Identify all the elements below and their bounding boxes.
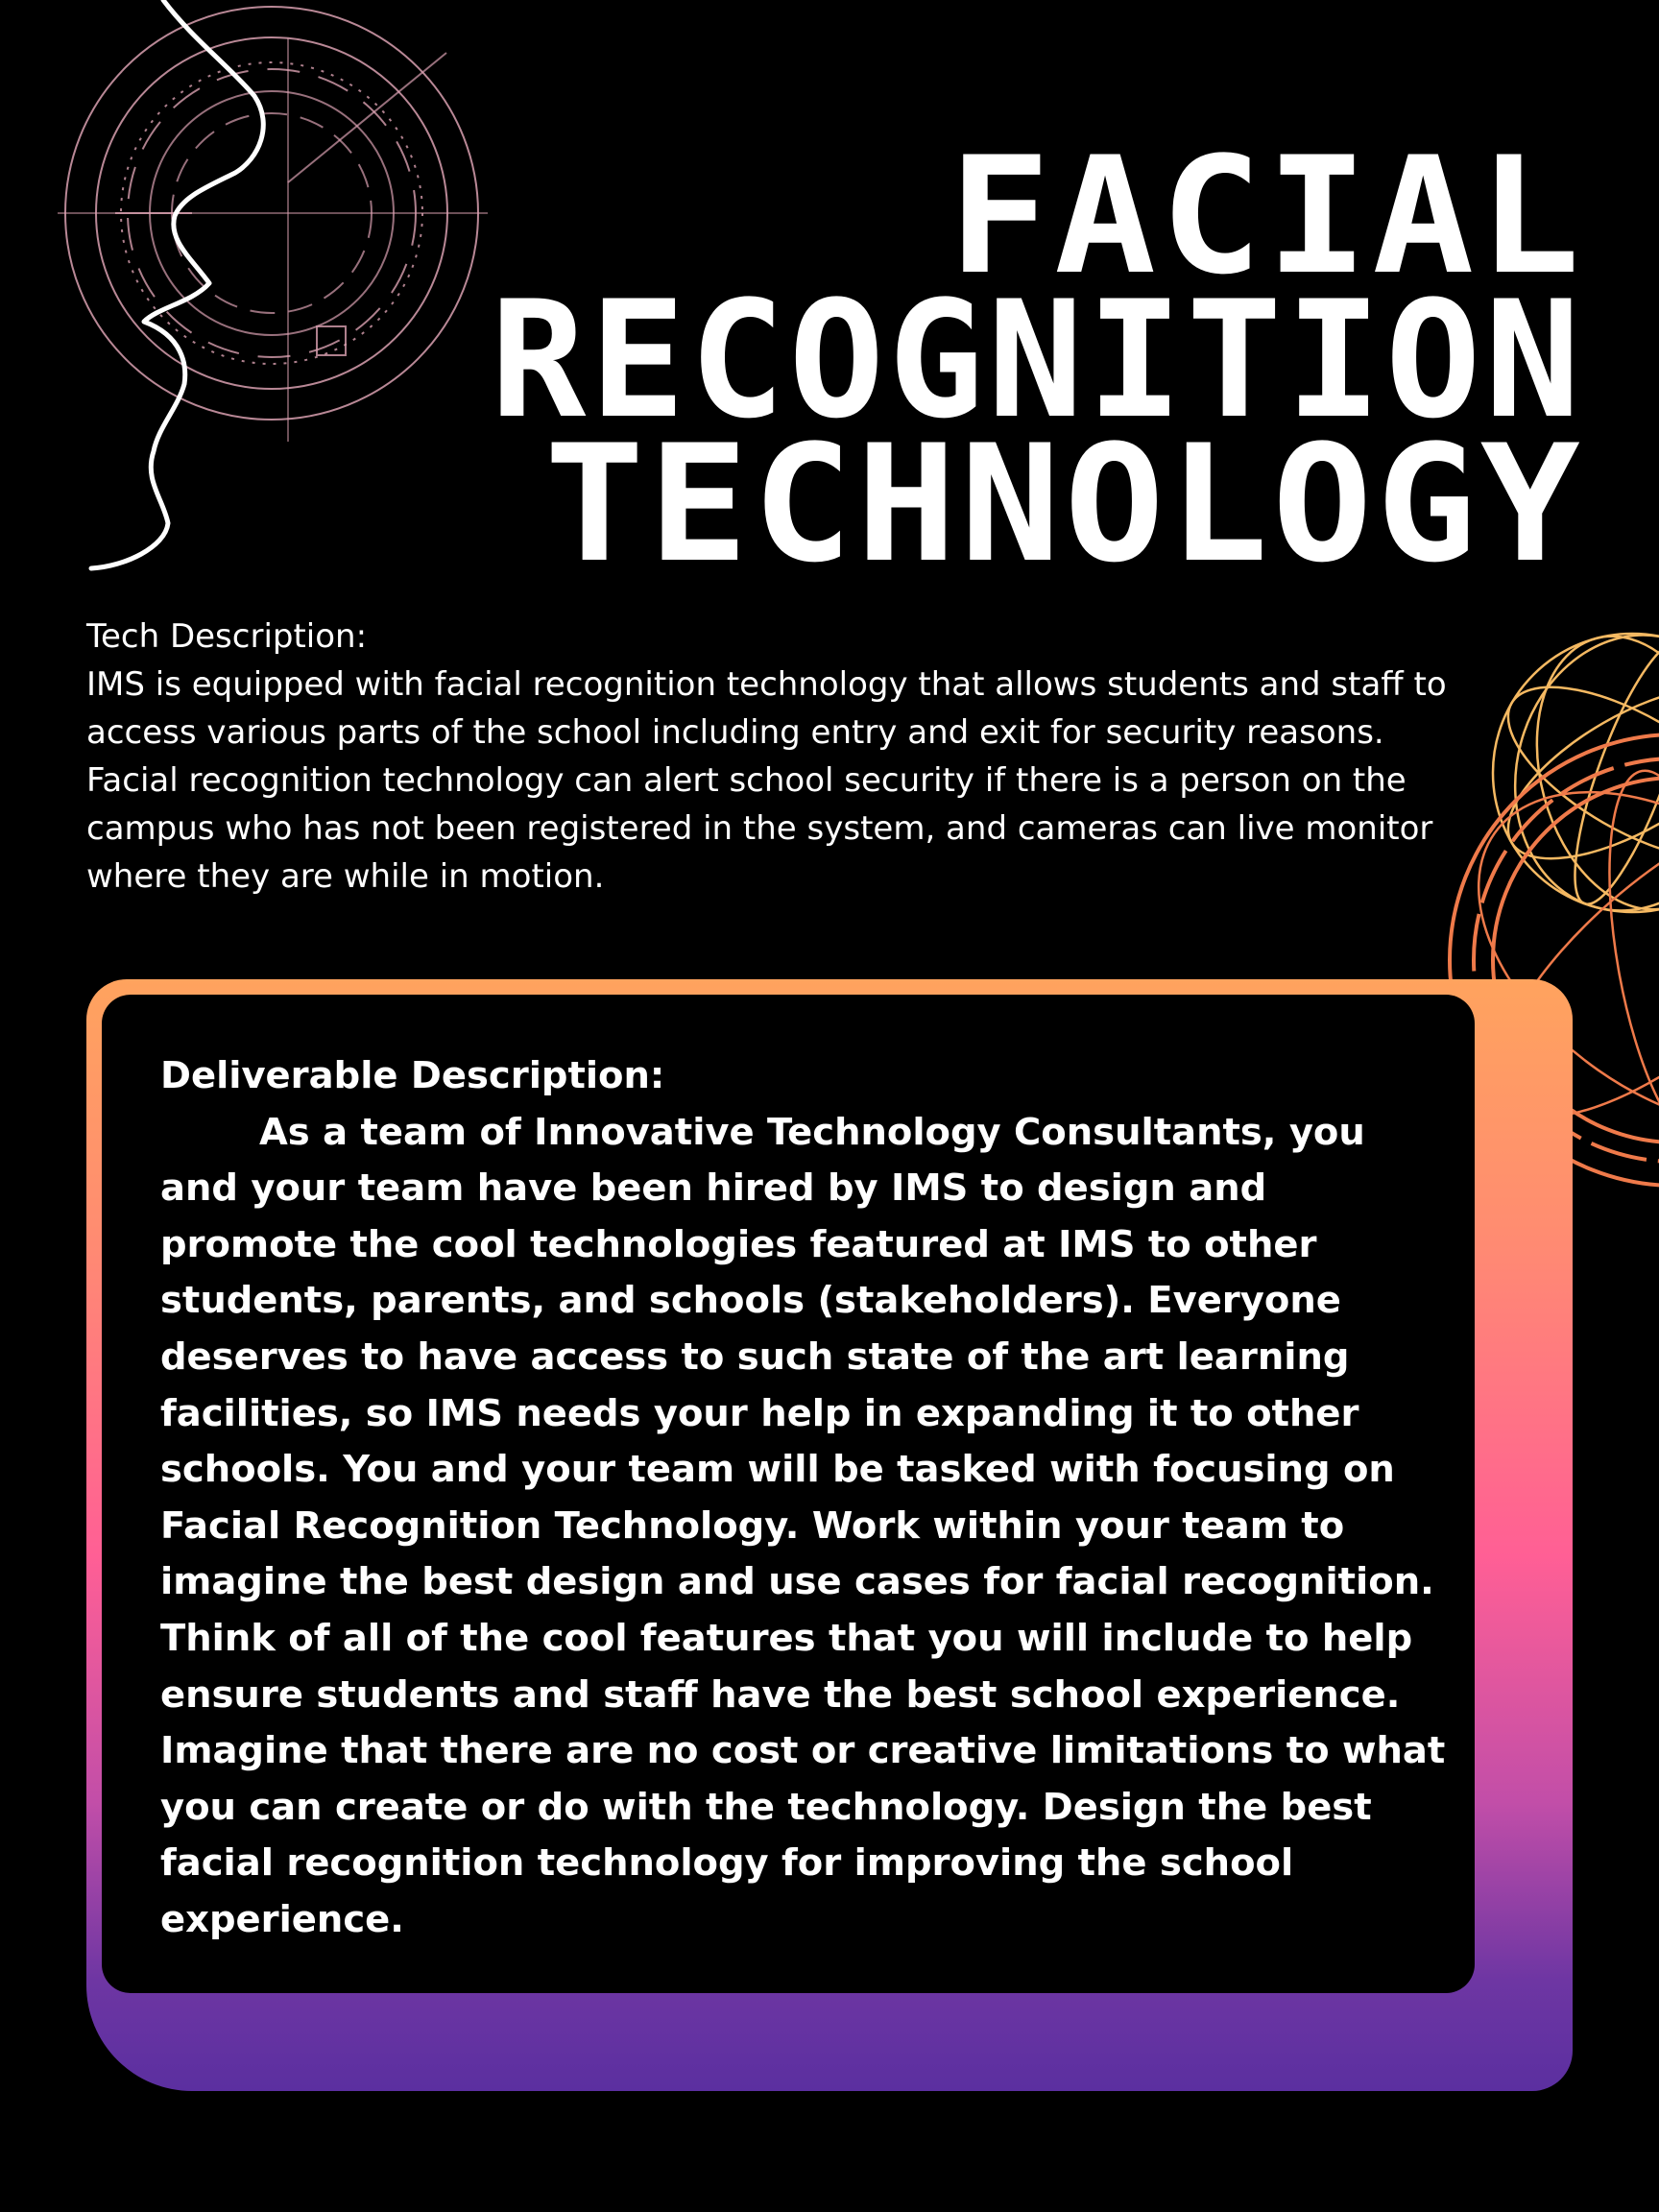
title-line-2: RECOGNITION — [490, 266, 1585, 454]
page-title — [144, 122, 1585, 598]
title-line-1: FACIAL — [948, 122, 1584, 310]
title-line-3: TECHNOLOGY — [544, 410, 1584, 598]
tech-description-body: IMS is equipped with facial recognition technology that allows students and staff to access various parts of the school including entry and exit for security reasons. Facial recognition technology can alert school security if there is a person on the campus who has not been registered in the system, and cameras can live monitor where they are while in motion. — [86, 665, 1447, 896]
deliverable-description-heading: Deliverable Description: — [160, 1054, 665, 1097]
deliverable-description-section — [160, 1048, 1447, 1949]
tech-description-section — [86, 613, 1459, 901]
tech-description-heading: Tech Description: — [86, 617, 368, 656]
deliverable-description-body: As a team of Innovative Technology Consultants, you and your team have been hired by IMS to design and promote the cool technologies featured at IMS to other students, parents, and schools (stakeholders). Everyone deserves to have access to such state of the art learning facilities, so IMS needs your help in expanding it to other schools. You and your team will be tasked with focusing on Facial Recognition Technology. Work within your team to imagine the best design and use cases for facial recognition. Think of all of the cool features that you will include to help ensure students and staff have the best school experience. Imagine that there are no cost or creative limitations to what you can create or do with the technology. Design the best facial recognition technology for improving the school experience. — [160, 1110, 1446, 1941]
